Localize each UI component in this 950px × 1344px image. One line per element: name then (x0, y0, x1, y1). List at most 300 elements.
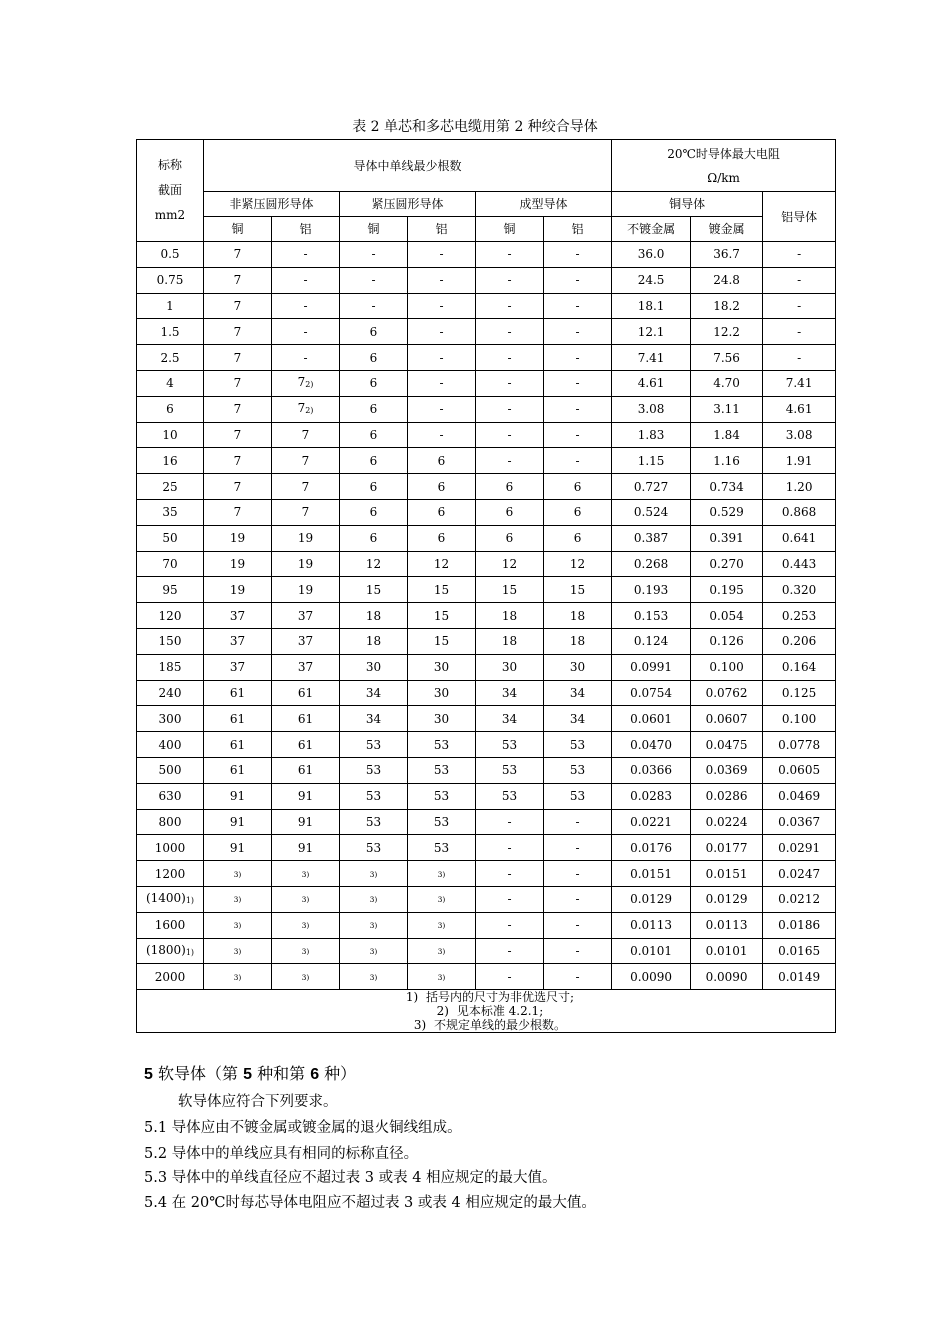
table-cell-sal: - (544, 861, 612, 887)
table-cell-sal: 12 (544, 551, 612, 577)
table-cell-sal: - (544, 938, 612, 964)
table-cell-sal: - (544, 809, 612, 835)
table-cell-ccu: 6 (340, 370, 408, 396)
table-cell-nal: 37 (272, 628, 340, 654)
table-cell-scu: - (476, 809, 544, 835)
table-cell-nal: 37 (272, 603, 340, 629)
table-cell-alr: - (763, 242, 836, 268)
table-cell-alr: 0.0778 (763, 732, 836, 758)
table-note: 3) 不规定单线的最少根数。 (413, 1018, 567, 1033)
table-cell-coated: 36.7 (691, 242, 763, 268)
table-cell-scu: 15 (476, 577, 544, 603)
table-cell-coated: 4.70 (691, 370, 763, 396)
table-cell-cal: 6 (408, 525, 476, 551)
table-cell-plain: 0.0113 (612, 912, 691, 938)
table-cell-ncu: 7 (204, 370, 272, 396)
table-cell-coated: 7.56 (691, 345, 763, 371)
table-cell-area: 1200 (137, 861, 204, 887)
table-cell-scu: - (476, 938, 544, 964)
table-cell-area: 6 (137, 396, 204, 422)
table-cell-plain: 0.387 (612, 525, 691, 551)
table-cell-coated: 0.391 (691, 525, 763, 551)
table-cell-coated: 0.054 (691, 603, 763, 629)
table-row (137, 628, 836, 654)
header-plain: 不镀金属 (612, 217, 691, 242)
table-cell-alr: 0.0291 (763, 835, 836, 861)
table-cell-sal: - (544, 886, 612, 912)
table-cell-cal: 53 (408, 809, 476, 835)
table-cell-scu: - (476, 835, 544, 861)
table-cell-plain: 0.193 (612, 577, 691, 603)
table-row (137, 654, 836, 680)
table-cell-alr: 0.0469 (763, 783, 836, 809)
table-cell-area: 2.5 (137, 345, 204, 371)
header-cu: 铜 (476, 217, 544, 242)
table-cell-nal: 61 (272, 680, 340, 706)
header-max-resistance: 20℃时导体最大电阻 Ω/km (612, 140, 836, 192)
table-cell-ncu: 61 (204, 680, 272, 706)
header-noncompact: 非紧压圆形导体 (204, 192, 340, 217)
header-aluminium-conductor: 铝导体 (763, 192, 836, 242)
section-item: 5.1 导体应由不镀金属或镀金属的退火铜线组成。 (144, 1120, 462, 1136)
table-cell-area: 10 (137, 422, 204, 448)
table-cell-coated: 0.0607 (691, 706, 763, 732)
table-cell-sal: 18 (544, 628, 612, 654)
table-cell-plain: 0.268 (612, 551, 691, 577)
table-cell-ncu: 7 (204, 422, 272, 448)
table-cell-nal: 61 (272, 757, 340, 783)
table-cell-sal: 6 (544, 525, 612, 551)
table-cell-coated: 1.16 (691, 448, 763, 474)
table-cell-cal: 15 (408, 628, 476, 654)
table-cell-ncu: 3) (204, 861, 272, 887)
table-cell-ncu: 7 (204, 345, 272, 371)
table-cell-scu: - (476, 319, 544, 345)
header-al: 铝 (272, 217, 340, 242)
table-cell-scu: 34 (476, 680, 544, 706)
table-row (137, 732, 836, 758)
table-row (137, 345, 836, 371)
table-cell-ncu: 3) (204, 964, 272, 990)
table-cell-sal: - (544, 912, 612, 938)
table-cell-sal: - (544, 422, 612, 448)
table-cell-plain: 3.08 (612, 396, 691, 422)
table-cell-scu: 30 (476, 654, 544, 680)
table-cell-plain: 0.524 (612, 499, 691, 525)
section-item: 5.2 导体中的单线应具有相同的标称直径。 (144, 1146, 419, 1162)
table-cell-sal: 53 (544, 783, 612, 809)
table-cell-alr: 0.641 (763, 525, 836, 551)
table-cell-sal: - (544, 267, 612, 293)
table-row (137, 448, 836, 474)
table-cell-coated: 0.0475 (691, 732, 763, 758)
table-body (137, 242, 836, 990)
table-cell-area: 0.75 (137, 267, 204, 293)
table-row (137, 551, 836, 577)
table-cell-ncu: 61 (204, 757, 272, 783)
table-cell-scu: - (476, 448, 544, 474)
table-cell-scu: 53 (476, 783, 544, 809)
table-cell-ccu: 18 (340, 603, 408, 629)
table-cell-ncu: 7 (204, 474, 272, 500)
table-cell-nal: - (272, 319, 340, 345)
table-cell-ncu: 7 (204, 448, 272, 474)
table-cell-area: 50 (137, 525, 204, 551)
table-cell-alr: - (763, 345, 836, 371)
table-cell-alr: 0.0367 (763, 809, 836, 835)
header-al: 铝 (408, 217, 476, 242)
table-cell-ccu: 3) (340, 938, 408, 964)
table-cell-alr: 0.206 (763, 628, 836, 654)
table-row (137, 706, 836, 732)
table-row (137, 499, 836, 525)
table-row (137, 680, 836, 706)
table-cell-area: 25 (137, 474, 204, 500)
table-cell-ccu: 3) (340, 964, 408, 990)
table-row (137, 757, 836, 783)
table-cell-nal: 7 (272, 499, 340, 525)
table-cell-area: 630 (137, 783, 204, 809)
table-cell-nal: 7 (272, 474, 340, 500)
table-cell-plain: 36.0 (612, 242, 691, 268)
table-cell-plain: 0.0754 (612, 680, 691, 706)
table-cell-nal: - (272, 345, 340, 371)
table-cell-cal: - (408, 396, 476, 422)
table-cell-alr: 7.41 (763, 370, 836, 396)
table-cell-plain: 0.0366 (612, 757, 691, 783)
table-cell-cal: 3) (408, 861, 476, 887)
table-cell-coated: 0.0286 (691, 783, 763, 809)
table-row (137, 242, 836, 268)
table-cell-sal: 15 (544, 577, 612, 603)
table-cell-scu: 12 (476, 551, 544, 577)
table-cell-area: 0.5 (137, 242, 204, 268)
table-cell-area: 120 (137, 603, 204, 629)
table-cell-ccu: 6 (340, 396, 408, 422)
table-cell-sal: 34 (544, 706, 612, 732)
table-cell-plain: 7.41 (612, 345, 691, 371)
table-cell-cal: 53 (408, 835, 476, 861)
table-cell-cal: - (408, 242, 476, 268)
table-cell-ncu: 37 (204, 628, 272, 654)
header-nominal-area: 标称 截面 mm2 (137, 140, 204, 242)
table-cell-plain: 0.0151 (612, 861, 691, 887)
table-cell-nal: 91 (272, 809, 340, 835)
table-cell-area: 1000 (137, 835, 204, 861)
table-cell-ccu: 3) (340, 861, 408, 887)
table-row (137, 319, 836, 345)
table-cell-ncu: 91 (204, 809, 272, 835)
table-cell-plain: 0.0991 (612, 654, 691, 680)
conductor-table (136, 139, 836, 1033)
table-cell-sal: - (544, 370, 612, 396)
table-cell-ccu: - (340, 267, 408, 293)
table-cell-cal: - (408, 267, 476, 293)
table-cell-coated: 0.734 (691, 474, 763, 500)
table-cell-coated: 0.529 (691, 499, 763, 525)
table-cell-ccu: 6 (340, 525, 408, 551)
table-cell-nal: - (272, 242, 340, 268)
table-cell-alr: 0.443 (763, 551, 836, 577)
table-cell-sal: - (544, 396, 612, 422)
table-cell-plain: 0.0090 (612, 964, 691, 990)
table-cell-ccu: 3) (340, 886, 408, 912)
table-cell-scu: - (476, 267, 544, 293)
table-cell-ccu: 6 (340, 422, 408, 448)
table-cell-area: 300 (137, 706, 204, 732)
table-cell-cal: 30 (408, 680, 476, 706)
table-cell-coated: 0.0762 (691, 680, 763, 706)
table-cell-cal: 30 (408, 706, 476, 732)
table-cell-alr: 0.0605 (763, 757, 836, 783)
table-cell-nal: 3) (272, 861, 340, 887)
table-cell-ccu: 6 (340, 474, 408, 500)
table-cell-ncu: 3) (204, 886, 272, 912)
table-cell-scu: - (476, 886, 544, 912)
table-cell-cal: 6 (408, 499, 476, 525)
table-cell-plain: 18.1 (612, 293, 691, 319)
table-cell-coated: 0.0177 (691, 835, 763, 861)
table-cell-ncu: 61 (204, 706, 272, 732)
table-cell-coated: 0.126 (691, 628, 763, 654)
table-cell-coated: 0.100 (691, 654, 763, 680)
table-cell-sal: 30 (544, 654, 612, 680)
table-cell-coated: 0.270 (691, 551, 763, 577)
table-cell-ccu: 6 (340, 448, 408, 474)
table-cell-plain: 0.727 (612, 474, 691, 500)
table-cell-scu: - (476, 242, 544, 268)
table-cell-area: 35 (137, 499, 204, 525)
table-cell-cal: 53 (408, 732, 476, 758)
table-cell-ccu: - (340, 242, 408, 268)
section-title: 5 软导体（第 5 种和第 6 种） (144, 1064, 357, 1083)
table-cell-scu: - (476, 293, 544, 319)
table-row (137, 474, 836, 500)
table-cell-scu: 6 (476, 525, 544, 551)
table-cell-ncu: 37 (204, 603, 272, 629)
table-cell-coated: 3.11 (691, 396, 763, 422)
table-row (137, 422, 836, 448)
table-cell-area: 1600 (137, 912, 204, 938)
table-cell-alr: - (763, 319, 836, 345)
table-cell-sal: 53 (544, 757, 612, 783)
table-cell-plain: 0.0283 (612, 783, 691, 809)
table-note: 2) 见本标准 4.2.1; (436, 1004, 544, 1019)
table-cell-cal: 12 (408, 551, 476, 577)
table-cell-plain: 0.0601 (612, 706, 691, 732)
table-cell-scu: 18 (476, 628, 544, 654)
table-cell-ccu: 18 (340, 628, 408, 654)
table-row (137, 964, 836, 990)
table-cell-nal: 91 (272, 835, 340, 861)
table-cell-nal: - (272, 293, 340, 319)
table-cell-alr: 3.08 (763, 422, 836, 448)
header-copper-conductor: 铜导体 (612, 192, 763, 217)
table-cell-scu: - (476, 964, 544, 990)
table-row (137, 603, 836, 629)
table-cell-cal: 3) (408, 938, 476, 964)
table-cell-scu: - (476, 861, 544, 887)
table-cell-plain: 0.0176 (612, 835, 691, 861)
table-cell-scu: - (476, 396, 544, 422)
table-cell-ncu: 7 (204, 242, 272, 268)
table-cell-scu: 18 (476, 603, 544, 629)
table-cell-nal: 3) (272, 886, 340, 912)
table-cell-area: 150 (137, 628, 204, 654)
table-cell-scu: - (476, 912, 544, 938)
table-cell-plain: 0.153 (612, 603, 691, 629)
table-row (137, 783, 836, 809)
table-cell-sal: - (544, 964, 612, 990)
header-shaped: 成型导体 (476, 192, 612, 217)
table-cell-alr: 0.125 (763, 680, 836, 706)
table-cell-cal: 3) (408, 886, 476, 912)
table-cell-cal: - (408, 293, 476, 319)
table-caption: 表 2 单芯和多芯电缆用第 2 种绞合导体 (352, 119, 598, 135)
table-cell-cal: - (408, 345, 476, 371)
table-cell-ncu: 91 (204, 783, 272, 809)
section-item: 5.3 导体中的单线直径应不超过表 3 或表 4 相应规定的最大值。 (144, 1170, 557, 1186)
header-coated: 镀金属 (691, 217, 763, 242)
table-cell-ncu: 19 (204, 577, 272, 603)
table-cell-nal: 72) (272, 370, 340, 396)
table-note: 1) 括号内的尺寸为非优选尺寸; (405, 990, 575, 1005)
table-cell-alr: 0.100 (763, 706, 836, 732)
table-cell-sal: 53 (544, 732, 612, 758)
table-cell-sal: - (544, 293, 612, 319)
table-cell-plain: 12.1 (612, 319, 691, 345)
table-cell-ncu: 61 (204, 732, 272, 758)
table-cell-ccu: 34 (340, 680, 408, 706)
table-cell-cal: 3) (408, 964, 476, 990)
table-cell-nal: - (272, 267, 340, 293)
table-cell-ccu: 6 (340, 319, 408, 345)
table-cell-coated: 0.0113 (691, 912, 763, 938)
table-cell-area: 240 (137, 680, 204, 706)
table-cell-sal: - (544, 448, 612, 474)
table-cell-coated: 12.2 (691, 319, 763, 345)
table-cell-nal: 61 (272, 732, 340, 758)
table-cell-ncu: 3) (204, 912, 272, 938)
table-cell-ccu: 6 (340, 499, 408, 525)
table-cell-scu: 34 (476, 706, 544, 732)
table-cell-ncu: 7 (204, 319, 272, 345)
table-row (137, 886, 836, 912)
table-cell-scu: 6 (476, 499, 544, 525)
table-cell-scu: 6 (476, 474, 544, 500)
table-cell-ccu: 53 (340, 757, 408, 783)
table-cell-scu: - (476, 422, 544, 448)
table-cell-coated: 0.0224 (691, 809, 763, 835)
table-cell-ccu: 53 (340, 809, 408, 835)
table-cell-scu: 53 (476, 732, 544, 758)
table-cell-ncu: 7 (204, 293, 272, 319)
table-cell-ccu: 12 (340, 551, 408, 577)
table-cell-nal: 91 (272, 783, 340, 809)
table-cell-nal: 7 (272, 448, 340, 474)
table-cell-sal: - (544, 242, 612, 268)
table-cell-plain: 1.15 (612, 448, 691, 474)
table-cell-alr: 0.253 (763, 603, 836, 629)
table-cell-nal: 19 (272, 551, 340, 577)
table-cell-ncu: 7 (204, 267, 272, 293)
table-cell-cal: 15 (408, 603, 476, 629)
table-cell-alr: - (763, 267, 836, 293)
table-row (137, 938, 836, 964)
table-cell-area: 800 (137, 809, 204, 835)
table-cell-plain: 0.0221 (612, 809, 691, 835)
table-cell-alr: 0.0149 (763, 964, 836, 990)
table-row (137, 835, 836, 861)
table-cell-sal: 6 (544, 499, 612, 525)
table-cell-ncu: 37 (204, 654, 272, 680)
header-al: 铝 (544, 217, 612, 242)
table-cell-area: 1.5 (137, 319, 204, 345)
table-row (137, 912, 836, 938)
table-cell-ccu: 34 (340, 706, 408, 732)
table-cell-scu: - (476, 370, 544, 396)
table-cell-sal: 18 (544, 603, 612, 629)
table-cell-area: 16 (137, 448, 204, 474)
table-cell-plain: 1.83 (612, 422, 691, 448)
table-cell-plain: 0.0470 (612, 732, 691, 758)
table-cell-cal: 6 (408, 448, 476, 474)
table-cell-coated: 0.0151 (691, 861, 763, 887)
table-cell-nal: 19 (272, 525, 340, 551)
table-cell-sal: - (544, 835, 612, 861)
table-notes (137, 990, 836, 1033)
section-item: 5.4 在 20℃时每芯导体电阻应不超过表 3 或表 4 相应规定的最大值。 (144, 1195, 596, 1211)
table-cell-ccu: 6 (340, 345, 408, 371)
table-cell-nal: 3) (272, 964, 340, 990)
table-cell-alr: 0.0186 (763, 912, 836, 938)
table-cell-ncu: 19 (204, 551, 272, 577)
table-cell-nal: 19 (272, 577, 340, 603)
table-cell-sal: - (544, 319, 612, 345)
table-cell-coated: 0.0090 (691, 964, 763, 990)
table-cell-nal: 37 (272, 654, 340, 680)
table-cell-ccu: 53 (340, 732, 408, 758)
header-compact: 紧压圆形导体 (340, 192, 476, 217)
section-intro: 软导体应符合下列要求。 (178, 1094, 338, 1110)
table-cell-plain: 0.124 (612, 628, 691, 654)
table-cell-area: (1800)1) (137, 938, 204, 964)
table-cell-ncu: 7 (204, 396, 272, 422)
table-cell-ccu: 15 (340, 577, 408, 603)
table-cell-nal: 7 (272, 422, 340, 448)
table-cell-alr: 1.91 (763, 448, 836, 474)
table-cell-alr: 1.20 (763, 474, 836, 500)
table-cell-sal: 34 (544, 680, 612, 706)
table-cell-ncu: 3) (204, 938, 272, 964)
table-cell-cal: 30 (408, 654, 476, 680)
table-cell-sal: 6 (544, 474, 612, 500)
table-cell-ccu: - (340, 293, 408, 319)
table-cell-alr: 0.868 (763, 499, 836, 525)
header-cu: 铜 (204, 217, 272, 242)
table-cell-ncu: 7 (204, 499, 272, 525)
table-cell-plain: 4.61 (612, 370, 691, 396)
table-row (137, 861, 836, 887)
table-cell-scu: - (476, 345, 544, 371)
header-cu: 铜 (340, 217, 408, 242)
table-row (137, 396, 836, 422)
table-cell-area: 185 (137, 654, 204, 680)
table-cell-plain: 0.0129 (612, 886, 691, 912)
table-cell-alr: 0.0165 (763, 938, 836, 964)
table-cell-cal: - (408, 319, 476, 345)
table-cell-cal: 15 (408, 577, 476, 603)
